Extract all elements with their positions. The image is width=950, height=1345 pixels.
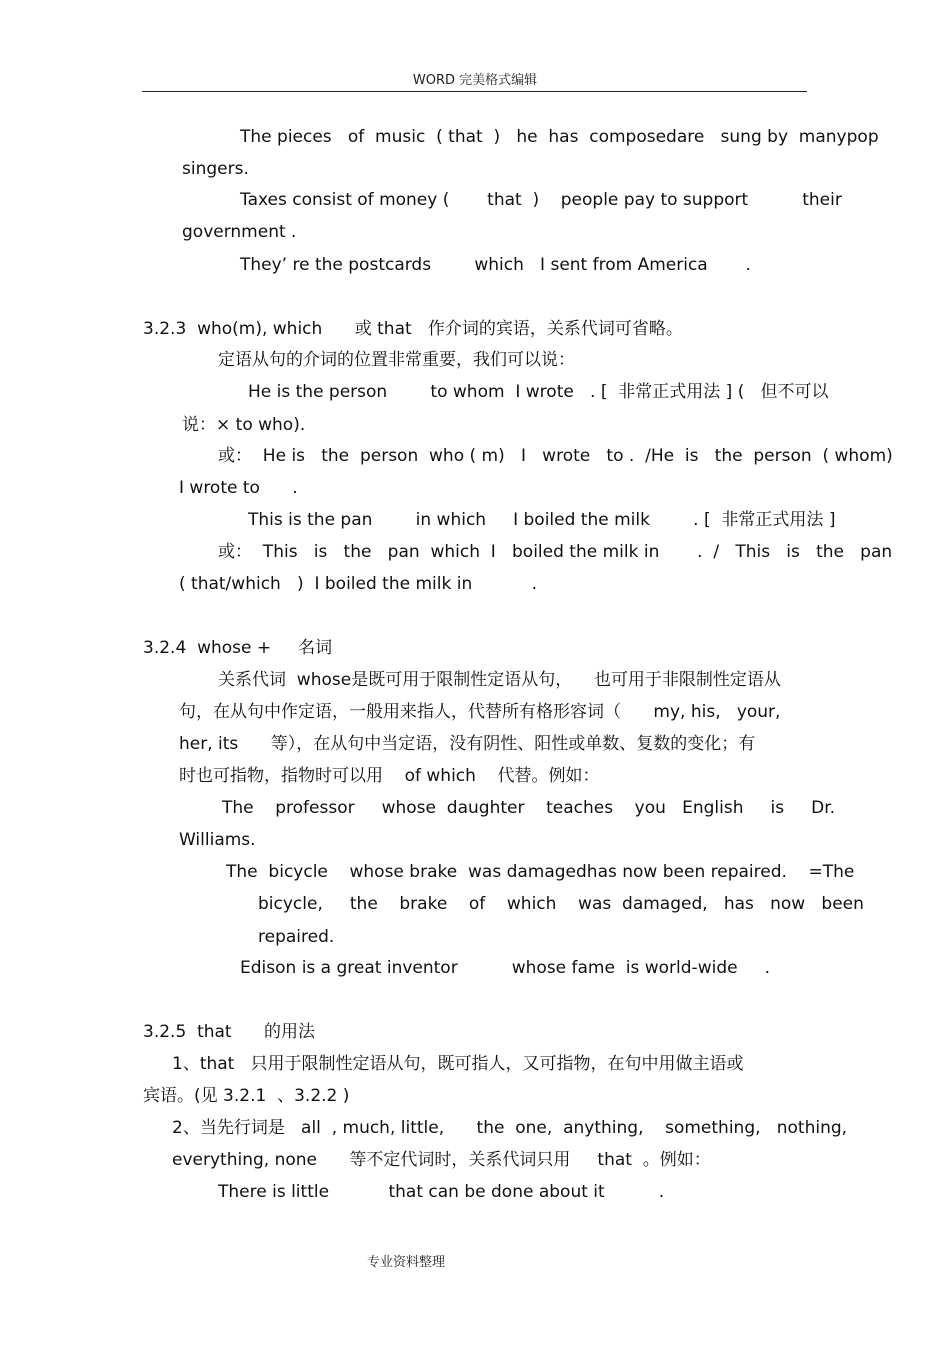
paragraph-line: 定语从句的介词的位置非常重要，我们可以说： [218, 350, 575, 370]
example-line: Edison is a great inventor whose fame is world-wide . [240, 958, 770, 978]
example-line: The bicycle whose brake was damagedhas now been repaired. =The [226, 862, 855, 882]
example-line: repaired. [258, 927, 335, 947]
paragraph-line: 时也可指物，指物时可以用 of which 代替。例如： [179, 766, 600, 786]
example-line: They’ re the postcards which I sent from America . [240, 255, 751, 275]
paragraph-line: 句，在从句中作定语，一般用来指人，代替所有格形容词（ my, his, your, [179, 702, 781, 722]
paragraph-line: 1、that 只用于限制性定语从句，既可指人，又可指物，在句中用做主语或 [172, 1054, 744, 1074]
example-line: government . [182, 222, 297, 242]
example-line: ( that/which ) I boiled the milk in . [179, 574, 538, 594]
example-line: 说：× to who). [182, 415, 306, 435]
page-footer: 专业资料整理 [367, 1255, 446, 1270]
paragraph-line: 2、当先行词是 all , much, little, the one, anything, something, nothing, [172, 1118, 848, 1138]
example-line: singers. [182, 159, 249, 179]
paragraph-line: her, its 等），在从句中当定语，没有阴性、阳性或单数、复数的变化；有 [179, 734, 756, 754]
section-heading-3-2-5: 3.2.5 that 的用法 [143, 1022, 316, 1042]
paragraph-line: 宾语。(见 3.2.1 、3.2.2 ) [143, 1086, 350, 1106]
example-line: The pieces of music ( that ) he has composedare sung by manypop [240, 127, 879, 147]
example-line: The professor whose daughter teaches you English is Dr. [222, 798, 836, 818]
example-line: bicycle, the brake of which was damaged, has now been [258, 894, 864, 914]
example-line: He is the person to whom I wrote . [ 非常正式用法 ] ( 但不可以 [248, 382, 829, 402]
example-line: 或： This is the pan which I boiled the milk in . / This is the pan [218, 542, 893, 562]
example-line: I wrote to . [179, 478, 298, 498]
example-line: Taxes consist of money ( that ) people pay to support their [240, 190, 842, 210]
section-heading-3-2-3: 3.2.3 who(m), which 或 that 作介词的宾语，关系代词可省略。 [143, 319, 683, 339]
section-heading-3-2-4: 3.2.4 whose + 名词 [143, 638, 333, 658]
example-line: Williams. [179, 830, 256, 850]
example-line: This is the pan in which I boiled the milk . [ 非常正式用法 ] [248, 510, 836, 530]
paragraph-line: everything, none 等不定代词时，关系代词只用 that 。例如： [172, 1150, 711, 1170]
page-header: WORD 完美格式编辑 [412, 73, 538, 88]
example-line: There is little that can be done about it . [218, 1182, 665, 1202]
header-rule [142, 91, 807, 92]
paragraph-line: 关系代词 whose是既可用于限制性定语从句， 也可用于非限制性定语从 [218, 670, 781, 690]
example-line: 或： He is the person who ( m) I wrote to . /He is the person ( whom) [218, 446, 893, 466]
